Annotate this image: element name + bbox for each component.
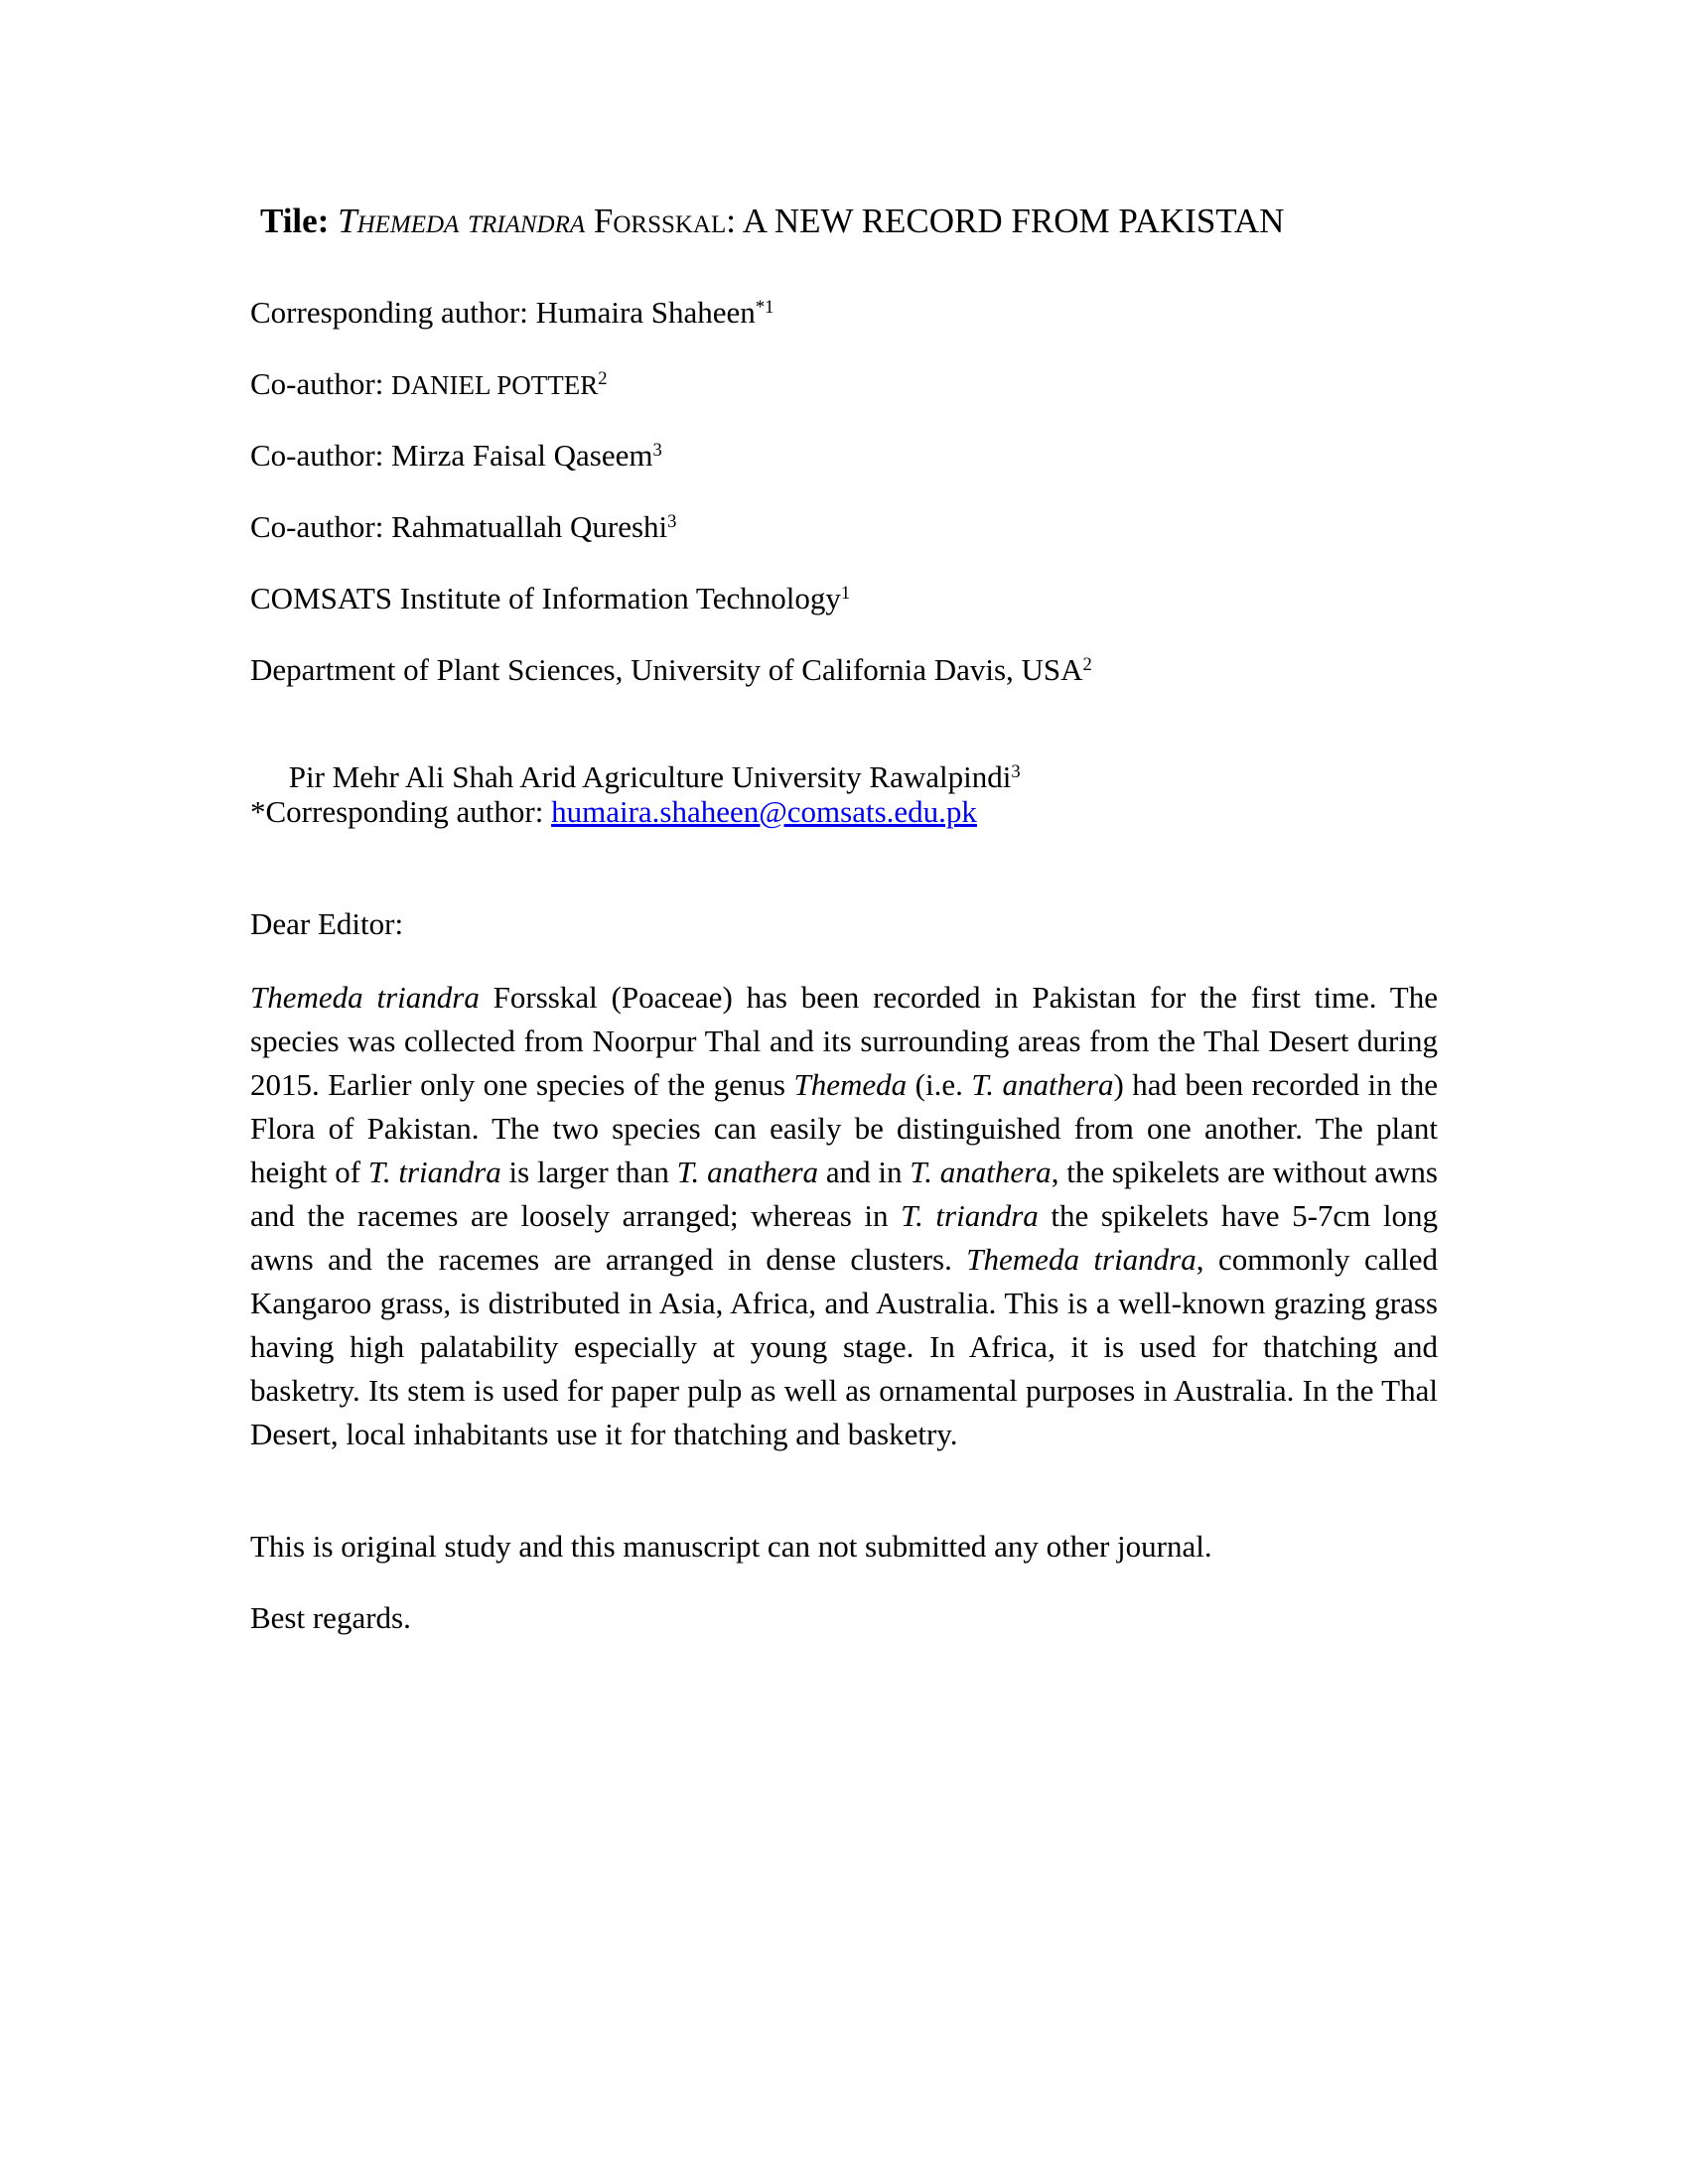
body-text: the spikelets have 5-7cm long awns and the racemes are arranged in dense clusters. xyxy=(250,1198,1439,1277)
author-line-coauthor-2 xyxy=(250,438,662,474)
author-mark: *1 xyxy=(755,296,774,318)
species-name: T. anathera xyxy=(971,1067,1114,1102)
salutation: Dear Editor: xyxy=(250,906,404,941)
species-name: T. anathera xyxy=(910,1155,1052,1189)
affiliation-1 xyxy=(250,581,850,616)
affiliation-name: Department of Plant Sciences, University of California Davis, USA xyxy=(250,652,1083,687)
author-name: Mirza Faisal Qaseem xyxy=(391,438,653,473)
affiliation-mark: 3 xyxy=(1011,760,1021,782)
author-mark: 3 xyxy=(652,439,662,461)
body-text: , commonly called Kangaroo grass, is distributed in Asia, Africa, and Australia. This is a well-known grazing grass having high palatability especially at young stage. In Africa, it is used for thatching and basketry. Its stem is used for paper pulp as well as ornamental purposes in Australia. In the Thal Desert, local inhabitants use it for thatching and basketry. xyxy=(250,1242,1438,1451)
species-name: T. triandra xyxy=(367,1155,501,1189)
body-text: (i.e. xyxy=(907,1067,972,1102)
genus-name: Themeda xyxy=(793,1067,908,1102)
author-label: Corresponding author: xyxy=(250,295,536,330)
body-text: is larger than xyxy=(500,1155,677,1189)
email-link[interactable]: humaira.shaheen@comsats.edu.pk xyxy=(551,794,977,829)
author-name: Rahmatuallah Qureshi xyxy=(391,509,668,544)
body-text: , the spikelets are without awns and the racemes are loosely arranged; whereas in xyxy=(250,1155,1438,1233)
body-text: ) had been recorded in the Flora of Pakistan. The two species can easily be distinguished from one another. The plant height of xyxy=(250,1067,1438,1189)
affiliation-name: COMSATS Institute of Information Technology xyxy=(250,581,841,615)
title-prefix: Tile: xyxy=(260,202,330,240)
body-paragraph xyxy=(250,976,1438,1456)
corresponding-contact xyxy=(250,794,977,830)
author-line-coauthor-1 xyxy=(250,366,608,403)
author-name: DANIEL POTTER xyxy=(391,370,599,400)
author-label: Co-author: xyxy=(250,366,392,401)
affiliation-mark: 1 xyxy=(840,582,851,604)
author-label: Co-author: xyxy=(250,438,392,473)
closing: Best regards. xyxy=(250,1600,411,1635)
species-name: Themeda triandra xyxy=(250,980,480,1015)
body-text: Forsskal (Poaceae) has been recorded in Pakistan for the first time. The species was collected from Noorpur Thal and its surrounding areas from the Thal Desert during 2015. Earlier only one species of the genus xyxy=(250,980,1438,1102)
document-title xyxy=(260,202,1284,241)
contact-label: *Corresponding author: xyxy=(250,794,552,829)
author-line-coauthor-3 xyxy=(250,509,676,545)
title-rest: : A NEW RECORD FROM PAKISTAN xyxy=(726,202,1285,240)
affiliation-mark: 2 xyxy=(1082,653,1092,675)
body-text: and in xyxy=(818,1155,911,1189)
originality-statement: This is original study and this manuscript can not submitted any other journal. xyxy=(250,1529,1212,1564)
species-name: T. anathera xyxy=(676,1155,819,1189)
author-label: Co-author: xyxy=(250,509,392,544)
species-name: Themeda triandra xyxy=(966,1242,1196,1277)
species-name: T. triandra xyxy=(901,1198,1039,1233)
author-mark: 2 xyxy=(598,367,608,389)
title-species: Themeda triandra xyxy=(338,202,586,240)
affiliation-name: Pir Mehr Ali Shah Arid Agriculture University Rawalpindi xyxy=(281,759,1012,794)
author-mark: 3 xyxy=(667,510,677,532)
author-line-corresponding xyxy=(250,295,774,331)
affiliation-2 xyxy=(250,652,1092,688)
title-authority: Forsskal xyxy=(593,202,727,240)
author-name: Humaira Shaheen xyxy=(535,295,756,330)
